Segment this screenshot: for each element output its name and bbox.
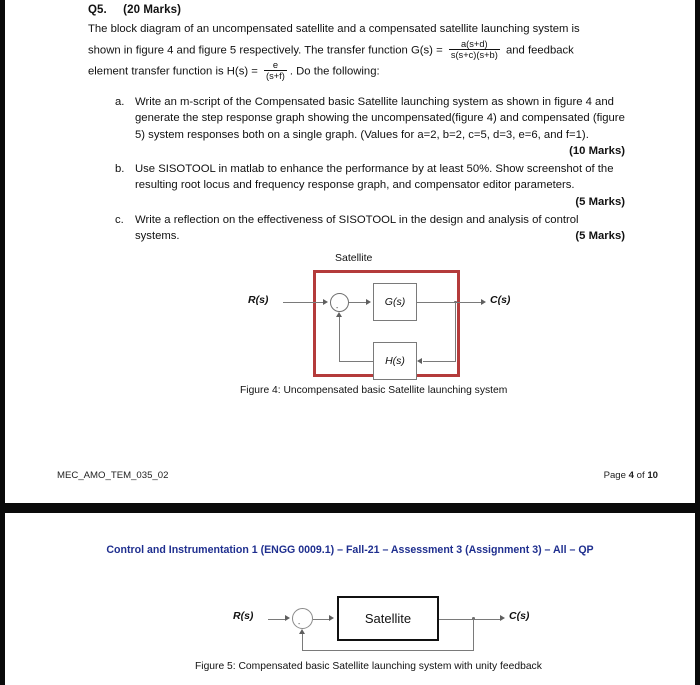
document-page-1 [5,0,695,503]
h-denominator: (s+f) [265,71,285,82]
wire-g-to-output [417,302,482,303]
question-intro-paragraph [88,19,608,83]
summing-junction-minus-sign: - [336,305,339,312]
input-signal-label: R(s) [248,294,269,306]
arrowhead-output-icon [500,615,505,621]
output-signal-label: C(s) [509,610,530,622]
arrowhead-into-plant-icon [329,615,334,621]
figure-5-caption: Figure 5: Compensated basic Satellite launching system with unity feedback [195,661,542,672]
wire-feedback-up [302,634,303,650]
block-g: G(s) [373,283,417,321]
block-satellite: Satellite [337,596,439,641]
question-total-marks: (20 Marks) [123,4,182,16]
arrowhead-into-g-icon [366,299,371,305]
list-item-text: Use SISOTOOL in matlab to enhance the performance by at least 50%. Show screenshot of the resulting root locus and frequency response graph, and compensator editor parameters. [135,163,614,192]
list-item-marks: (5 Marks) [575,230,625,243]
question-sub-items [115,94,625,247]
h-transfer-function-fraction [264,60,287,81]
footer-page-number [604,470,658,481]
wire-feedback-down [473,619,474,651]
wire-input-to-sum [268,619,286,620]
footer-total-pages: 10 [647,470,658,481]
wire-h-to-feedback [339,361,373,362]
wire-sum-to-g [349,302,367,303]
page-separator [0,503,700,513]
arrowhead-into-sum-icon [285,615,290,621]
footer-document-code: MEC_AMO_TEM_035_02 [57,470,169,481]
page-2-header: Control and Instrumentation 1 (ENGG 0009.1) – Fall-21 – Assessment 3 (Assignment 3) – All – QP [106,544,594,556]
list-item [115,94,625,159]
list-item-marker: a. [115,96,125,108]
list-item-marker: b. [115,163,125,176]
wire-plant-to-output [439,619,501,620]
document-page-2 [5,513,695,685]
wire-feedback-up [339,317,340,361]
footer-page-middle: of [633,470,648,481]
arrowhead-into-sum-feedback-icon [336,312,342,317]
h-numerator: e [272,60,278,71]
list-item-body [135,161,625,210]
figure-5-block-diagram [230,588,540,658]
block-h: H(s) [373,342,417,380]
arrowhead-into-h-icon [417,358,422,364]
satellite-group-label: Satellite [335,252,373,264]
g-numerator: a(s+d) [461,39,488,49]
wire-sum-to-plant [313,619,330,620]
question-heading [88,4,181,16]
output-signal-label: C(s) [490,294,511,306]
arrowhead-into-sum-feedback-icon [299,629,305,634]
input-signal-label: R(s) [233,610,254,622]
figure-4-caption: Figure 4: Uncompensated basic Satellite launching system [240,385,508,396]
wire-unity-feedback [302,650,474,651]
wire-input-to-sum [283,302,325,303]
list-item-marks: (10 Marks) [569,144,625,157]
intro-text-part-1: The block diagram of an uncompensated satellite and a compensated satellite launching system is shown in figure 4 and figure 5 respectively. The transfer function G(s) = [88,23,580,57]
intro-text-part-3: . Do the following: [289,65,380,78]
footer-current-page: 4 [628,470,634,481]
list-item [115,212,625,245]
arrowhead-into-sum-icon [323,299,328,305]
g-transfer-function-fraction [449,39,500,60]
question-number: Q5. [88,4,107,16]
wire-to-h-input [423,361,456,362]
list-item-body [135,212,625,245]
summing-junction [292,608,313,629]
figure-4-block-diagram [245,250,535,395]
list-item-body [135,94,625,159]
g-denominator: s(s+c)(s+b) [450,50,498,60]
summing-junction [330,293,349,312]
intro-text-part-2: and feedback element transfer function is H(s) = [88,44,574,78]
arrowhead-output-icon [481,299,486,305]
list-item-marks: (5 Marks) [575,195,625,208]
list-item-text: Write an m-script of the Compensated basic Satellite launching system as shown in figure 4 and generate the step response graph showing the uncompensated(figure 4) and compensated (figure 5) system responses both on a single graph. (Values for a=2, b=2, c=5, d=3, e=6, and f=1). [135,96,625,141]
list-item-marker: c. [115,214,124,227]
summing-junction-minus-sign: - [298,621,301,628]
list-item-text: Write a reflection on the effectiveness of SISOTOOL in the design and analysis of control systems. [135,214,579,243]
footer-page-prefix: Page [603,470,629,481]
wire-branch-down [455,302,456,361]
list-item [115,161,625,210]
